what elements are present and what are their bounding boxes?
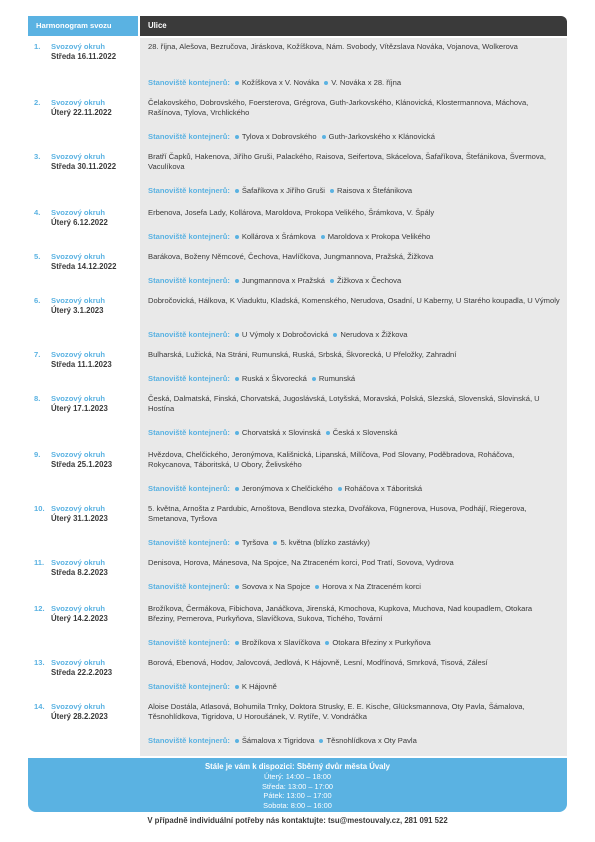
container-spot-text: Jeronýmova x Chelčického <box>241 484 333 493</box>
bullet-icon <box>273 541 277 545</box>
container-spot-text: Sovova x Na Spojce <box>241 582 311 591</box>
container-spots-label: Stanoviště kontejnerů: <box>148 132 230 141</box>
bullet-icon <box>326 431 330 435</box>
street-list: Bratří Čapků, Hakenova, Jiřího Gruši, Palackého, Raisova, Seifertova, Skácelova, Šafaříkova, Štefánikova, Švermova, Vaculíkova <box>148 152 547 172</box>
route-label: Svozový okruh <box>51 604 106 613</box>
route-label: Svozový okruh <box>51 504 106 513</box>
container-spot-text: V. Nováka x 28. října <box>331 78 402 87</box>
container-spot-text: Těsnohlídkova x Oty Pavla <box>326 736 417 745</box>
street-list: Borová, Ebenová, Hodov, Jalovcová, Jedlová, K Hájovně, Lesní, Modřínová, Smrková, Tisová, Zálesí <box>148 658 488 667</box>
route-label: Svozový okruh <box>51 42 106 51</box>
route-label: Svozový okruh <box>51 450 106 459</box>
route-number: 3. <box>34 152 41 161</box>
schedule-table <box>28 38 567 756</box>
container-spot-text: Jungmannova x Pražská <box>241 276 326 285</box>
street-list: Barákova, Boženy Němcové, Čechova, Havlíčkova, Jungmannova, Pražská, Žižkova <box>148 252 434 261</box>
container-spot <box>233 638 321 648</box>
route-date: Úterý 17.1.2023 <box>51 404 108 413</box>
bullet-icon <box>330 189 334 193</box>
container-spot <box>233 232 316 242</box>
container-spot-text: Nerudova x Žižkova <box>340 330 408 339</box>
route-number: 14. <box>34 702 45 711</box>
container-spot-text: Tyršova <box>241 538 269 547</box>
container-spots-label: Stanoviště kontejnerů: <box>148 232 230 241</box>
route-label: Svozový okruh <box>51 394 106 403</box>
header-schedule: Harmonogram svozu <box>28 16 138 36</box>
bullet-icon <box>235 641 239 645</box>
table-header <box>28 16 567 36</box>
container-spots <box>148 538 560 548</box>
container-spots <box>148 186 560 196</box>
route-date: Středa 16.11.2022 <box>51 52 117 61</box>
route-date: Středa 11.1.2023 <box>51 360 112 369</box>
container-spot <box>233 374 307 384</box>
container-spots <box>148 682 560 692</box>
container-spots <box>148 736 560 746</box>
container-spot <box>233 538 269 548</box>
container-spots-label: Stanoviště kontejnerů: <box>148 428 230 437</box>
container-spots <box>148 484 560 494</box>
container-spots-label: Stanoviště kontejnerů: <box>148 638 230 647</box>
route-number: 13. <box>34 658 45 667</box>
street-list: Bulharská, Lužická, Na Stráni, Rumunská, Ruská, Srbská, Škvorecká, U Přeložky, Zahradní <box>148 350 457 359</box>
bullet-icon <box>235 81 239 85</box>
route-number: 1. <box>34 42 41 51</box>
container-spots-label: Stanoviště kontejnerů: <box>148 582 230 591</box>
container-spot <box>233 132 317 142</box>
bullet-icon <box>235 235 239 239</box>
container-spots <box>148 132 560 142</box>
bullet-icon <box>235 279 239 283</box>
street-list: 28. října, Alešova, Bezručova, Jiráskova, Kožíškova, Nám. Svobody, Vítězslava Nováka, Vojanova, Wolkerova <box>148 42 518 51</box>
route-date: Středa 14.12.2022 <box>51 262 117 271</box>
bullet-icon <box>315 585 319 589</box>
container-spot-text: 5. května (blízko zastávky) <box>280 538 370 547</box>
container-spot-text: K Hájovně <box>241 682 277 691</box>
container-spot <box>313 582 421 592</box>
container-spot <box>320 132 435 142</box>
route-label: Svozový okruh <box>51 558 106 567</box>
route-number: 2. <box>34 98 41 107</box>
container-spot <box>336 484 423 494</box>
bullet-icon <box>235 135 239 139</box>
container-spot <box>233 330 329 340</box>
bullet-icon <box>330 279 334 283</box>
street-list: 5. května, Arnošta z Pardubic, Arnoštova, Bendlova stezka, Dvořákova, Fügnerova, Husova, Podhájí, Riegerova, Smetanova, Tyršova <box>148 504 527 524</box>
route-date: Středa 8.2.2023 <box>51 568 108 577</box>
container-spot <box>233 736 315 746</box>
opening-hours-line: Sobota: 8:00 – 16:00 <box>263 800 332 810</box>
container-spots <box>148 330 560 340</box>
container-spot <box>319 232 431 242</box>
contact-line: V případně individuální potřeby nás kontaktujte: tsu@mestouvaly.cz, 281 091 522 <box>147 816 448 825</box>
collection-yard-info <box>28 758 567 812</box>
route-number: 12. <box>34 604 45 613</box>
street-list: Brožíkova, Čermákova, Fibichova, Janáčkova, Jirenská, Kmochova, Kupkova, Muchova, Nad koupadlem, Otokara Březiny, Pernerova, Purkyňova, Slavíčkova, Sukova, Tichého, Tovární <box>148 604 533 624</box>
container-spot-text: Žižkova x Čechova <box>337 276 402 285</box>
route-number: 9. <box>34 450 41 459</box>
container-spot <box>323 638 430 648</box>
container-spot <box>233 484 333 494</box>
route-label: Svozový okruh <box>51 702 106 711</box>
container-spots <box>148 78 560 88</box>
container-spots-label: Stanoviště kontejnerů: <box>148 78 230 87</box>
bullet-icon <box>333 333 337 337</box>
route-date: Středa 25.1.2023 <box>51 460 113 469</box>
container-spots-label: Stanoviště kontejnerů: <box>148 186 230 195</box>
route-number: 8. <box>34 394 41 403</box>
container-spot-text: Rumunská <box>318 374 356 383</box>
container-spots <box>148 232 560 242</box>
container-spots-label: Stanoviště kontejnerů: <box>148 484 230 493</box>
street-list: Denisova, Horova, Mánesova, Na Spojce, Na Ztraceném korci, Pod Tratí, Sovova, Vydrova <box>148 558 454 567</box>
route-label: Svozový okruh <box>51 296 106 305</box>
bullet-icon <box>312 377 316 381</box>
bullet-icon <box>319 739 323 743</box>
container-spot-text: Šafaříkova x Jiřího Gruši <box>241 186 325 195</box>
container-spot <box>310 374 355 384</box>
route-date: Úterý 6.12.2022 <box>51 218 108 227</box>
route-number: 6. <box>34 296 41 305</box>
route-label: Svozový okruh <box>51 350 106 359</box>
container-spot <box>233 78 319 88</box>
container-spots <box>148 276 560 286</box>
street-list: Erbenova, Josefa Lady, Kollárova, Maroldova, Prokopa Velikého, Šrámkova, V. Špály <box>148 208 435 217</box>
collection-yard-title: Stále je vám k dispozici: Sběrný dvůr města Úvaly <box>204 762 391 771</box>
bullet-icon <box>235 685 239 689</box>
container-spot-text: Horova x Na Ztraceném korci <box>322 582 421 591</box>
bullet-icon <box>235 585 239 589</box>
container-spot <box>233 186 325 196</box>
container-spot-text: Brožíkova x Slavíčkova <box>241 638 321 647</box>
bullet-icon <box>325 641 329 645</box>
route-number: 5. <box>34 252 41 261</box>
route-date: Úterý 31.1.2023 <box>51 514 108 523</box>
street-list: Dobročovická, Hálkova, K Viaduktu, Kladská, Komenského, Nerudova, Osadní, U Kaberny, U Starého koupadla, U Výmoly <box>148 296 560 305</box>
container-spot <box>324 428 398 438</box>
container-spots-label: Stanoviště kontejnerů: <box>148 276 230 285</box>
container-spot-text: Otokara Březiny x Purkyňova <box>332 638 431 647</box>
container-spots <box>148 582 560 592</box>
container-spot-text: Roháčova x Táboritská <box>344 484 423 493</box>
bullet-icon <box>324 81 328 85</box>
container-spot-text: Šámalova x Tigridova <box>241 736 315 745</box>
route-date: Středa 30.11.2022 <box>51 162 117 171</box>
container-spot-text: Kollárova x Šrámkova <box>241 232 316 241</box>
route-number: 10. <box>34 504 45 513</box>
route-label: Svozový okruh <box>51 208 106 217</box>
opening-hours-line: Úterý: 14:00 – 18:00 <box>264 772 331 781</box>
bullet-icon <box>338 487 342 491</box>
container-spot-text: Raisova x Štefánikova <box>337 186 413 195</box>
bullet-icon <box>235 377 239 381</box>
container-spot <box>233 428 321 438</box>
route-number: 11. <box>34 558 45 567</box>
container-spot-text: Kožíškova x V. Nováka <box>241 78 320 87</box>
header-streets: Ulice <box>140 16 567 36</box>
street-list: Hvězdova, Chelčického, Jeronýmova, Kališnická, Lipanská, Milíčova, Pod Slovany, Poděbradova, Roháčova, Rokycanova, Táboritská, U Obory, Želivského <box>148 450 515 470</box>
opening-hours-line: Středa: 13:00 – 17:00 <box>261 781 334 791</box>
route-date: Úterý 3.1.2023 <box>51 306 104 315</box>
bullet-icon <box>235 541 239 545</box>
container-spot-text: Guth-Jarkovského x Klánovická <box>328 132 435 141</box>
container-spot <box>271 538 369 548</box>
opening-hours-line: Pátek: 13:00 – 17:00 <box>263 791 332 801</box>
container-spots-label: Stanoviště kontejnerů: <box>148 682 230 691</box>
street-list: Česká, Dalmatská, Finská, Chorvatská, Jugoslávská, Lotyšská, Moravská, Polská, Slezská, Slovenská, Slovinská, U Hostína <box>148 394 540 414</box>
container-spot <box>233 682 277 692</box>
bullet-icon <box>235 431 239 435</box>
route-date: Středa 22.2.2023 <box>51 668 113 677</box>
container-spots <box>148 374 560 384</box>
route-label: Svozový okruh <box>51 152 106 161</box>
bullet-icon <box>321 235 325 239</box>
container-spot <box>331 330 407 340</box>
container-spot-text: Ruská x Škvorecká <box>241 374 307 383</box>
container-spot <box>328 186 412 196</box>
route-date: Úterý 14.2.2023 <box>51 614 108 623</box>
route-number: 7. <box>34 350 41 359</box>
street-list: Aloise Dostála, Atlasová, Bohumila Trnky, Doktora Strusky, E. E. Kische, Glücksmannova, Oty Pavla, Šámalova, Těsnohlídkova, Tigridova, U Horoušánek, V. Rytíře, V. Vondráčka <box>148 702 525 722</box>
route-date: Úterý 28.2.2023 <box>51 712 108 721</box>
bullet-icon <box>235 333 239 337</box>
container-spots-label: Stanoviště kontejnerů: <box>148 330 230 339</box>
bullet-icon <box>235 189 239 193</box>
bullet-icon <box>235 739 239 743</box>
route-label: Svozový okruh <box>51 252 106 261</box>
route-label: Svozový okruh <box>51 658 106 667</box>
container-spot-text: Tylova x Dobrovského <box>241 132 317 141</box>
container-spots-label: Stanoviště kontejnerů: <box>148 538 230 547</box>
container-spot <box>328 276 401 286</box>
street-list: Čelakovského, Dobrovského, Foersterova, Grégrova, Guth-Jarkovského, Klánovická, Klostermannova, Máchova, Rašínova, Tylova, Vrchlického <box>148 98 529 118</box>
container-spot-text: Chorvatská x Slovinská <box>241 428 321 437</box>
container-spot-text: Česká x Slovenská <box>332 428 398 437</box>
container-spots-label: Stanoviště kontejnerů: <box>148 374 230 383</box>
bullet-icon <box>322 135 326 139</box>
container-spot <box>322 78 401 88</box>
route-date: Úterý 22.11.2022 <box>51 108 112 117</box>
container-spots-label: Stanoviště kontejnerů: <box>148 736 230 745</box>
route-label: Svozový okruh <box>51 98 106 107</box>
bullet-icon <box>235 487 239 491</box>
container-spot-text: Maroldova x Prokopa Velikého <box>327 232 431 241</box>
container-spots <box>148 428 560 438</box>
container-spot-text: U Výmoly x Dobročovická <box>241 330 329 339</box>
container-spot <box>317 736 416 746</box>
container-spots <box>148 638 560 648</box>
route-number: 4. <box>34 208 41 217</box>
container-spot <box>233 582 310 592</box>
container-spot <box>233 276 325 286</box>
